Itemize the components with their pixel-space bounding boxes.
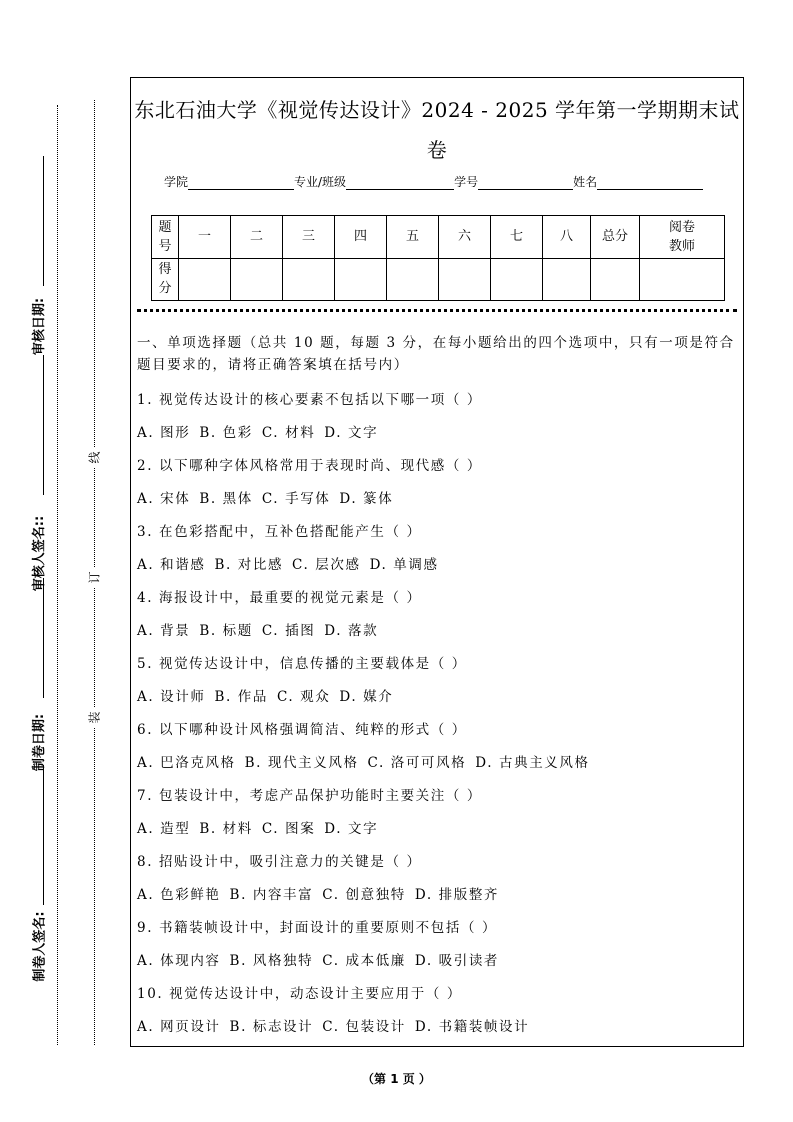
option-d: D. 媒介 bbox=[339, 689, 394, 705]
option-b: B. 内容丰富 bbox=[229, 887, 314, 903]
signature-line bbox=[43, 765, 44, 905]
score-cell[interactable] bbox=[283, 258, 335, 301]
name-field[interactable] bbox=[597, 175, 703, 190]
name-label: 姓名 bbox=[573, 175, 598, 189]
option-b: B. 材料 bbox=[199, 821, 253, 837]
option-c: C. 包装设计 bbox=[322, 1019, 406, 1035]
option-d: D. 古典主义风格 bbox=[475, 755, 590, 771]
score-row-label: 得 分 bbox=[152, 258, 179, 301]
option-b: B. 标志设计 bbox=[229, 1019, 314, 1035]
option-b: B. 对比感 bbox=[214, 557, 284, 573]
option-b: B. 黑体 bbox=[199, 491, 253, 507]
col-header: 三 bbox=[283, 216, 335, 259]
grader-cell[interactable] bbox=[640, 258, 725, 301]
exam-date-label: 制卷日期: bbox=[32, 713, 48, 771]
section-instruction: 一、单项选择题（总共 10 题，每题 3 分，在每小题给出的四个选项中，只有一项是符合题目要求的，请将正确答案填在括号内） bbox=[137, 335, 735, 373]
question-stem: 5. 视觉传达设计中，信息传播的主要载体是（ ） bbox=[137, 656, 467, 672]
option-d: D. 书籍装帧设计 bbox=[414, 1019, 530, 1035]
question-options bbox=[137, 681, 739, 714]
col-header: 四 bbox=[335, 216, 387, 259]
question-stem: 6. 以下哪种设计风格强调简洁、纯粹的形式（ ） bbox=[137, 722, 467, 738]
questions-section bbox=[137, 332, 739, 1044]
signature-line bbox=[43, 578, 44, 698]
question-stem: 1. 视觉传达设计的核心要素不包括以下哪一项（ ） bbox=[137, 392, 482, 408]
student-id-field[interactable] bbox=[478, 175, 573, 190]
question-stem: 8. 招贴设计中，吸引注意力的关键是（ ） bbox=[137, 854, 422, 870]
option-c: C. 材料 bbox=[261, 425, 316, 441]
grader-header: 阅卷 教师 bbox=[640, 216, 725, 259]
margin-dotted-line bbox=[57, 105, 58, 1045]
question-stem: 3. 在色彩搭配中，互补色搭配能产生（ ） bbox=[137, 524, 422, 540]
question-options bbox=[137, 813, 739, 846]
option-b: B. 色彩 bbox=[199, 425, 253, 441]
score-cell[interactable] bbox=[543, 258, 591, 301]
score-cell[interactable] bbox=[335, 258, 387, 301]
question-options bbox=[137, 945, 739, 978]
option-a: A. 图形 bbox=[137, 425, 191, 441]
option-c: C. 观众 bbox=[276, 689, 331, 705]
option-a: A. 背景 bbox=[137, 623, 191, 639]
option-d: D. 文字 bbox=[324, 425, 379, 441]
question-stem: 2. 以下哪种字体风格常用于表现时尚、现代感（ ） bbox=[137, 458, 482, 474]
score-row bbox=[152, 258, 725, 301]
option-c: C. 图案 bbox=[261, 821, 316, 837]
question-options bbox=[137, 483, 739, 516]
question-options bbox=[137, 417, 739, 450]
major-class-field[interactable] bbox=[346, 175, 454, 190]
score-cell[interactable] bbox=[387, 258, 439, 301]
question-options bbox=[137, 615, 739, 648]
binding-char-line: 线 bbox=[82, 447, 106, 467]
option-a: A. 色彩鲜艳 bbox=[137, 887, 221, 903]
option-a: A. 和谐感 bbox=[137, 557, 206, 573]
score-cell[interactable] bbox=[179, 258, 231, 301]
option-d: D. 文字 bbox=[324, 821, 379, 837]
exam-title bbox=[131, 90, 743, 170]
option-a: A. 网页设计 bbox=[137, 1019, 221, 1035]
option-a: A. 体现内容 bbox=[137, 953, 221, 969]
option-c: C. 成本低廉 bbox=[322, 953, 406, 969]
total-score-cell[interactable] bbox=[591, 258, 640, 301]
signature-line bbox=[43, 156, 44, 286]
option-d: D. 吸引读者 bbox=[414, 953, 500, 969]
option-c: C. 手写体 bbox=[261, 491, 331, 507]
option-d: D. 篆体 bbox=[339, 491, 394, 507]
question-stem: 10. 视觉传达设计中，动态设计主要应用于（ ） bbox=[137, 986, 462, 1002]
option-c: C. 层次感 bbox=[292, 557, 361, 573]
question-options bbox=[137, 747, 739, 780]
score-table-header-row bbox=[152, 216, 725, 259]
dotted-separator bbox=[137, 309, 737, 312]
college-label: 学院 bbox=[164, 175, 189, 189]
question-stem: 9. 书籍装帧设计中，封面设计的重要原则不包括（ ） bbox=[137, 920, 498, 936]
exam-title-line-1: 东北石油大学《视觉传达设计》2024 - 2025 学年第一学期期末试 bbox=[134, 98, 740, 122]
option-d: D. 单调感 bbox=[369, 557, 439, 573]
col-header: 二 bbox=[231, 216, 283, 259]
score-cell[interactable] bbox=[491, 258, 543, 301]
question-options bbox=[137, 549, 739, 582]
college-field[interactable] bbox=[188, 175, 294, 190]
student-id-label: 学号 bbox=[454, 175, 479, 189]
option-b: B. 作品 bbox=[214, 689, 268, 705]
option-a: A. 巴洛克风格 bbox=[137, 755, 236, 771]
page-number: （第 1 页 ） bbox=[362, 1072, 431, 1086]
option-d: D. 落款 bbox=[324, 623, 379, 639]
option-a: A. 设计师 bbox=[137, 689, 206, 705]
option-b: B. 标题 bbox=[199, 623, 253, 639]
total-score-header: 总分 bbox=[591, 216, 640, 259]
binding-char-bind: 装 bbox=[82, 707, 106, 727]
option-a: A. 造型 bbox=[137, 821, 191, 837]
question-list bbox=[137, 384, 739, 1044]
option-a: A. 宋体 bbox=[137, 491, 191, 507]
score-cell[interactable] bbox=[231, 258, 283, 301]
col-header: 一 bbox=[179, 216, 231, 259]
question-options bbox=[137, 879, 739, 912]
student-info-row bbox=[164, 173, 703, 190]
col-header: 七 bbox=[491, 216, 543, 259]
exam-title-line-2: 卷 bbox=[426, 138, 448, 162]
review-date-label: 审核日期: bbox=[32, 297, 48, 355]
exam-maker-signature-label: 制卷人签名: bbox=[32, 910, 48, 982]
col-header: 八 bbox=[543, 216, 591, 259]
binding-char-staple: 订 bbox=[82, 567, 106, 587]
exam-paper-frame bbox=[130, 77, 744, 1047]
option-c: C. 创意独特 bbox=[322, 887, 406, 903]
option-b: B. 现代主义风格 bbox=[244, 755, 359, 771]
score-cell[interactable] bbox=[439, 258, 491, 301]
col-header: 五 bbox=[387, 216, 439, 259]
signature-line bbox=[43, 355, 44, 495]
question-stem: 7. 包装设计中，考虑产品保护功能时主要关注（ ） bbox=[137, 788, 482, 804]
reviewer-signature-label: 审核人签名:: bbox=[32, 515, 48, 591]
option-d: D. 排版整齐 bbox=[414, 887, 500, 903]
major-class-label: 专业/班级 bbox=[294, 175, 347, 189]
option-b: B. 风格独特 bbox=[229, 953, 314, 969]
question-number-header: 题 号 bbox=[152, 216, 179, 259]
question-stem: 4. 海报设计中，最重要的视觉元素是（ ） bbox=[137, 590, 422, 606]
col-header: 六 bbox=[439, 216, 491, 259]
option-c: C. 插图 bbox=[261, 623, 316, 639]
score-table bbox=[151, 215, 725, 301]
question-options bbox=[137, 1011, 739, 1044]
option-c: C. 洛可可风格 bbox=[367, 755, 467, 771]
